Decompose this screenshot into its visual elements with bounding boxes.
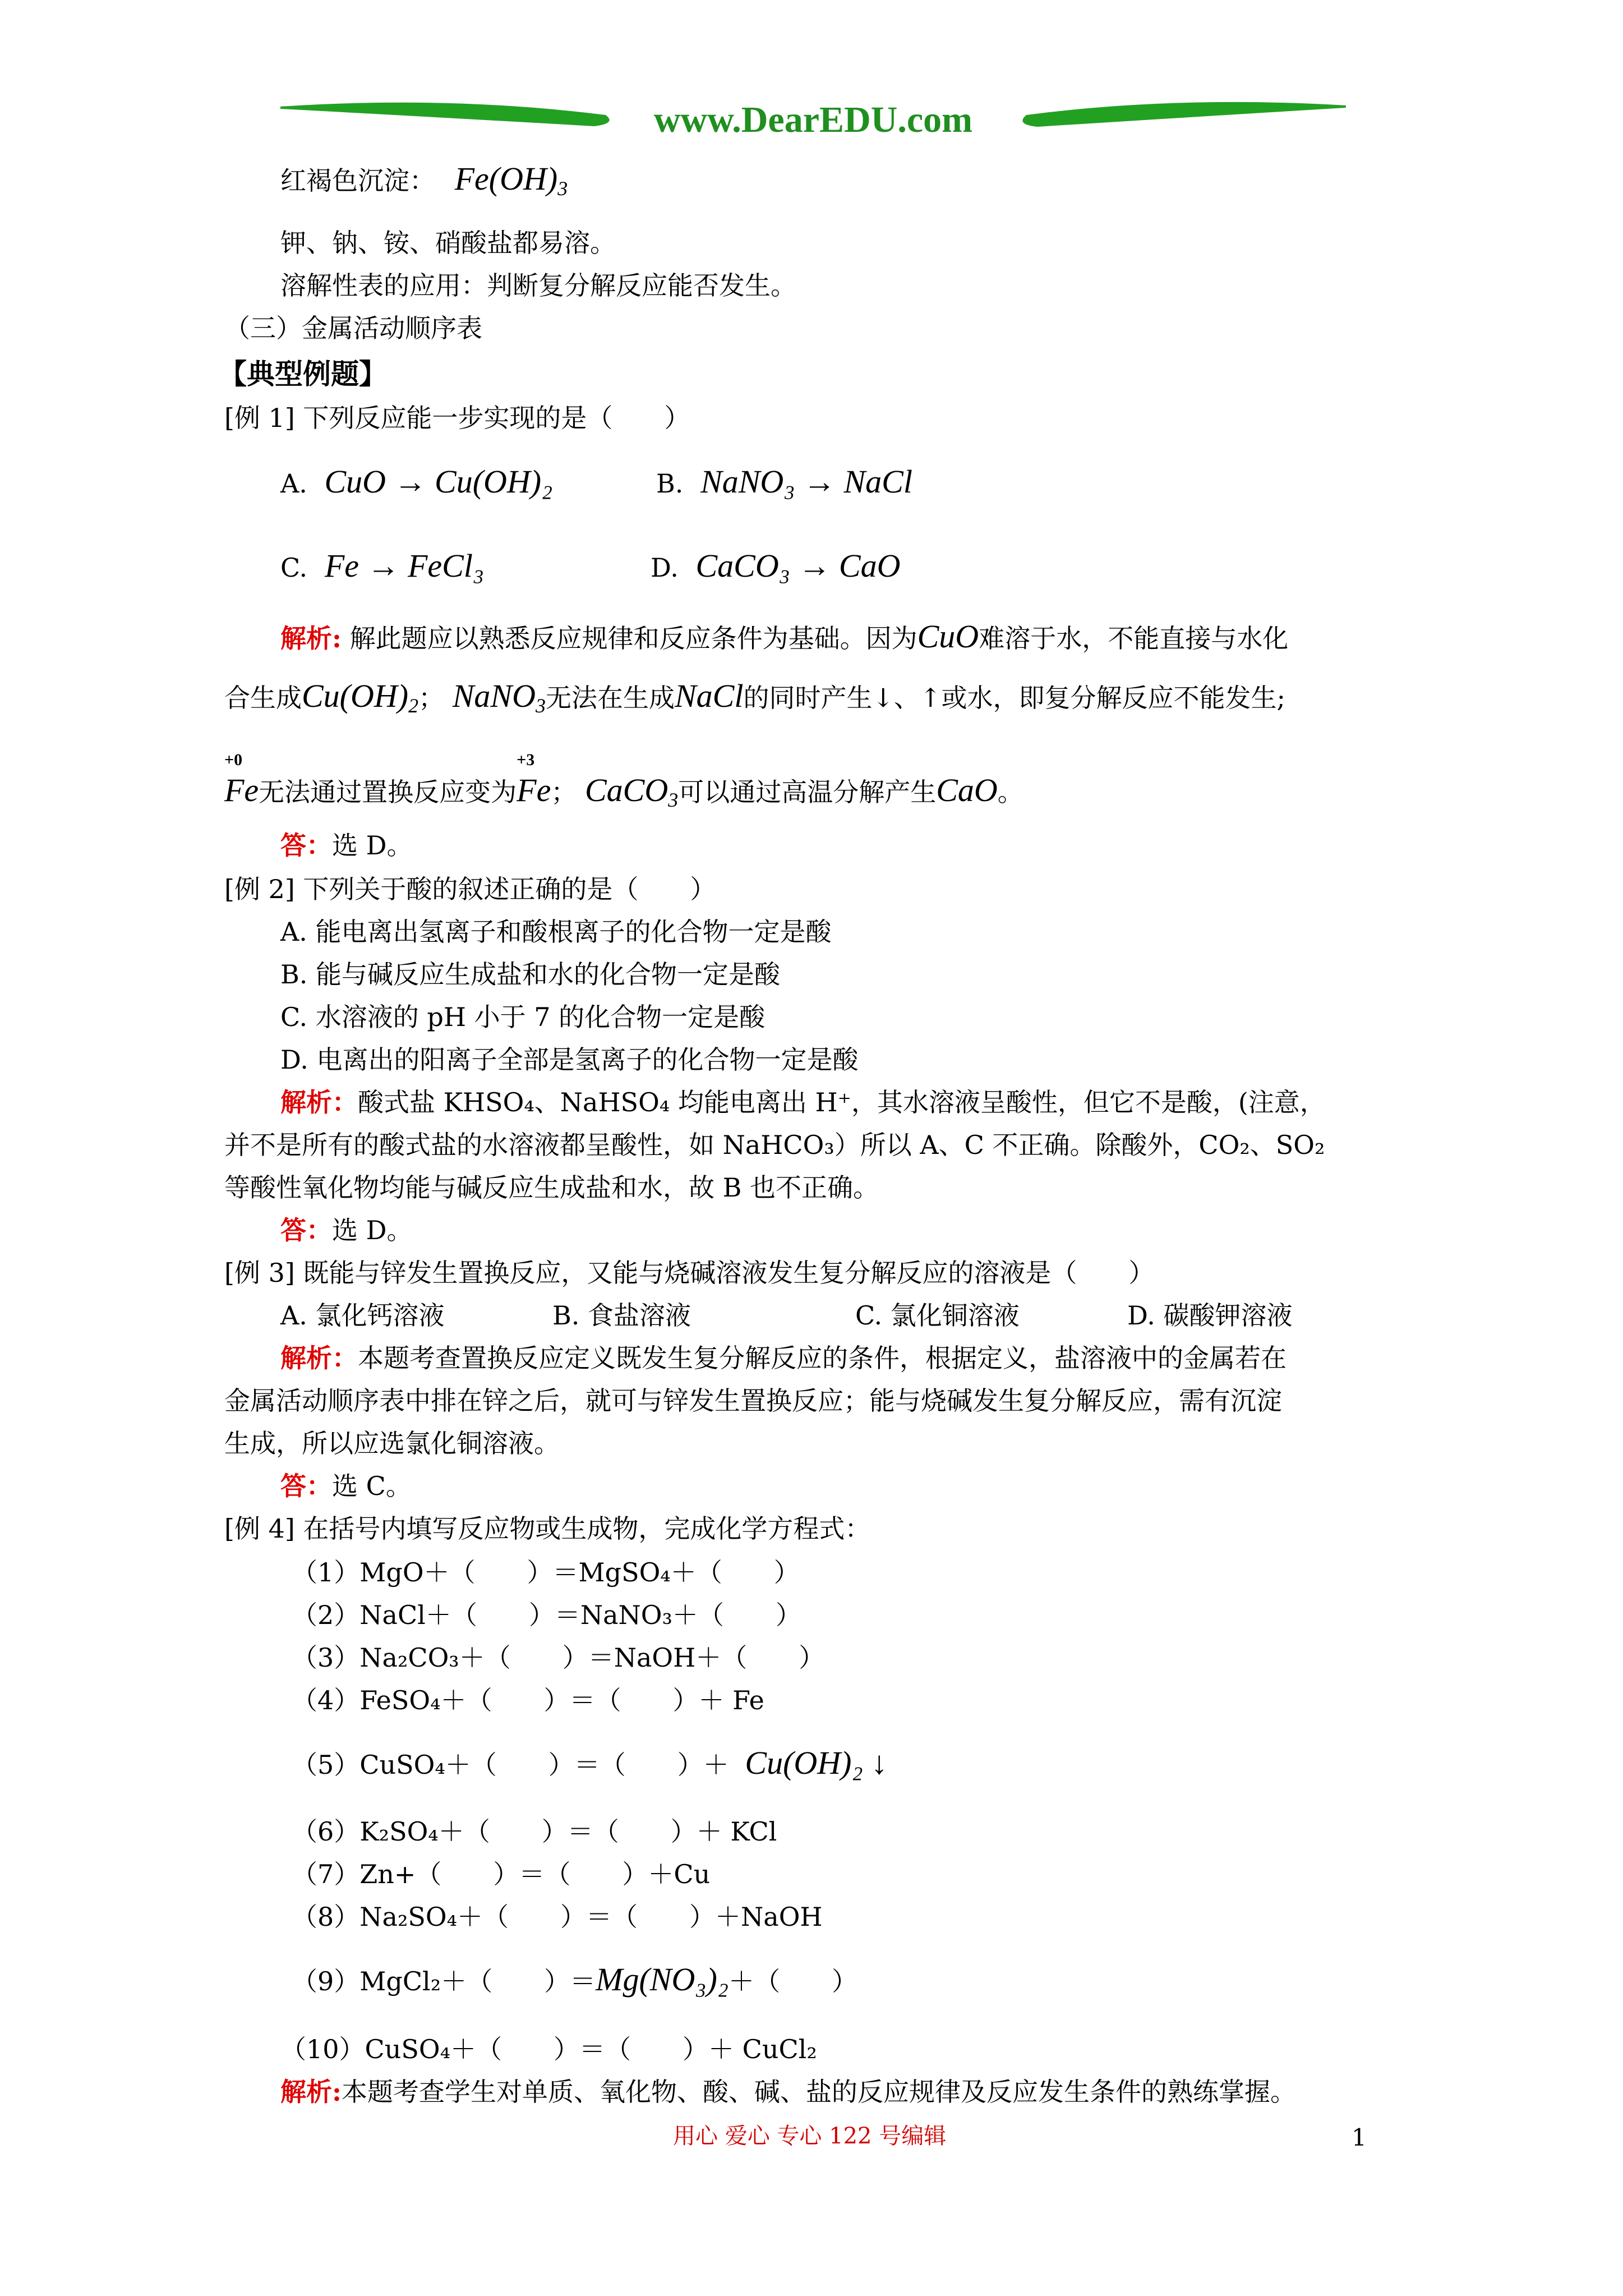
analysis-label: 解析: — [280, 623, 342, 654]
text: 难溶于水，不能直接与水化 — [979, 623, 1289, 654]
formula-cu-oh-2: $Cu(OH)_2$ — [302, 678, 419, 717]
ex3-answer — [280, 1473, 412, 1499]
answer-label: 答： — [280, 1471, 332, 1501]
text: 解此题应以熟悉反应规律和反应条件为基础。因为 — [349, 623, 917, 654]
text: 可以通过高温分解产生 — [678, 777, 937, 807]
formula-cuo: CuO — [917, 618, 979, 655]
text: 。 — [997, 777, 1023, 807]
option-label: B. — [656, 468, 684, 499]
formula-text: Fe(OH) — [454, 160, 558, 197]
formula-nano3: NaNO$_3$ — [452, 678, 546, 717]
text: 无法通过置换反应变为 — [259, 777, 517, 807]
text: 红褐色沉淀： — [280, 165, 435, 196]
ex2-question: [例 2] 下列关于酸的叙述正确的是（ ） — [224, 874, 716, 904]
formula-fe-3: +3 Fe — [517, 751, 551, 808]
line-red-precipitate — [280, 160, 568, 200]
ex2-option-d: D. 电离出的阳离子全部是氢离子的化合物一定是酸 — [280, 1045, 859, 1075]
text: （5）CuSO₄＋（ ）＝（ ）＋ — [292, 1750, 729, 1780]
text: 的同时产生↓、↑或水，即复分解反应不能发生; — [743, 683, 1286, 713]
formula-cao: CaO — [936, 772, 998, 808]
ex3-analysis-line1 — [280, 1345, 1287, 1371]
ex2-option-b: B. 能与碱反应生成盐和水的化合物一定是酸 — [280, 959, 781, 990]
header-logo — [280, 84, 1346, 151]
text: 合生成 — [224, 683, 302, 713]
ex4-item-2: （2）NaCl＋（ ）＝NaNO₃＋（ ） — [292, 1600, 801, 1630]
ex3-analysis-line2: 金属活动顺序表中排在锌之后，就可与锌发生置换反应；能与烧碱发生复分解反应，需有沉淀 — [224, 1386, 1282, 1416]
line-solubility-application: 溶解性表的应用：判断复分解反应能否发生。 — [280, 270, 796, 301]
analysis-label: 解析： — [280, 1087, 358, 1117]
formula-caco3: CaCO$_3$ — [584, 772, 679, 812]
ex1-option-d — [651, 547, 901, 584]
line-metal-activity: （三）金属活动顺序表 — [224, 313, 482, 343]
ex1-option-c — [280, 547, 485, 584]
text: 无法在生成 — [545, 683, 675, 713]
formula-fe-oh-3 — [454, 160, 568, 200]
ex4-analysis-line1 — [280, 2079, 1296, 2105]
ex1-question: [例 1] 下列反应能一步实现的是（ ） — [224, 403, 690, 433]
formula-cu-oh-2-precipitate: Cu(OH)₂ ↓ — [745, 1745, 888, 1781]
option-formula: CaCO₃ → CaO — [695, 547, 901, 584]
ex4-item-5 — [292, 1747, 887, 1779]
text: ＋（ ） — [728, 1966, 858, 1996]
text: ； — [418, 683, 445, 713]
answer-text: 选 D。 — [332, 1215, 413, 1245]
ex3-option-b: B. 食盐溶液 — [552, 1300, 691, 1331]
line-soluble-salts: 钾、钠、铵、硝酸盐都易溶。 — [280, 228, 616, 258]
oxidation-state: +0 — [224, 751, 243, 769]
ex2-analysis-line2: 并不是所有的酸式盐的水溶液都呈酸性，如 NaHCO₃）所以 A、C 不正确。除酸外，CO₂、SO₂ — [224, 1130, 1325, 1160]
text: 本题考查置换反应定义既发生复分解反应的条件，根据定义，盐溶液中的金属若在 — [358, 1343, 1287, 1373]
section-title: 【典型例题】 — [219, 357, 387, 390]
ex1-answer — [280, 830, 413, 861]
ex3-option-a: A. 氯化钙溶液 — [280, 1300, 445, 1331]
option-label: C. — [280, 553, 308, 583]
ex3-analysis-line3: 生成，所以应选氯化铜溶液。 — [224, 1428, 560, 1458]
ex1-analysis-line1 — [280, 620, 1288, 653]
page-number: 1 — [1352, 2124, 1367, 2151]
ex3-question: [例 3] 既能与锌发生置换反应，又能与烧碱溶液发生复分解反应的溶液是（ ） — [224, 1258, 1155, 1288]
analysis-label: 解析： — [280, 1343, 358, 1373]
text: 本题考查学生对单质、氧化物、酸、碱、盐的反应规律及反应发生条件的熟练掌握。 — [341, 2077, 1296, 2107]
ex1-option-a — [280, 463, 553, 500]
answer-label: 答： — [280, 1215, 332, 1245]
ex2-option-a: A. 能电离出氢离子和酸根离子的化合物一定是酸 — [280, 917, 832, 947]
footer-text: 用心 爱心 专心 122 号编辑 — [673, 2123, 947, 2149]
formula-nacl: NaCl — [674, 678, 744, 714]
option-formula: CuO → Cu(OH)₂ — [324, 463, 553, 500]
ex1-option-b — [656, 463, 912, 500]
ex4-item-1: （1）MgO＋（ ）＝MgSO₄＋（ ） — [292, 1557, 800, 1588]
logo-text: www.DearEDU.com — [653, 99, 973, 140]
text: （9）MgCl₂＋（ ）＝ — [292, 1966, 596, 1996]
ex4-question: [例 4] 在括号内填写反应物或生成物，完成化学方程式： — [224, 1513, 871, 1544]
formula-sub: 3 — [557, 177, 568, 200]
ex4-item-9 — [292, 1963, 857, 1996]
formula-mg-no3-2: Mg(NO₃)₂ — [596, 1961, 729, 1998]
oxidation-state: +3 — [517, 751, 535, 769]
ex1-analysis-line3 — [224, 751, 1023, 812]
ex2-option-c: C. 水溶液的 pH 小于 7 的化合物一定是酸 — [280, 1002, 766, 1032]
swoosh-logo-graphic — [280, 84, 1346, 151]
ex3-option-c: C. 氯化铜溶液 — [855, 1300, 1020, 1331]
option-label: A. — [280, 468, 307, 499]
analysis-label: 解析: — [280, 2077, 342, 2107]
option-formula: Fe → FeCl₃ — [324, 547, 485, 584]
option-label: D. — [651, 553, 679, 583]
ex4-item-7: （7）Zn+（ ）＝（ ）＋Cu — [292, 1859, 711, 1889]
ex2-answer — [280, 1217, 413, 1243]
ex4-item-10: （10）CuSO₄＋（ ）＝（ ）＋ CuCl₂ — [280, 2034, 817, 2064]
option-formula: NaNO₃ → NaCl — [700, 463, 912, 500]
ex4-item-6: （6）K₂SO₄＋（ ）＝（ ）＋ KCl — [292, 1816, 777, 1847]
ex2-analysis-line1 — [280, 1089, 1326, 1115]
answer-text: 选 D。 — [332, 830, 413, 861]
ex4-item-4: （4）FeSO₄＋（ ）＝（ ）＋ Fe — [292, 1685, 764, 1715]
ex1-analysis-line2 — [224, 678, 1286, 717]
ex2-analysis-line3: 等酸性氧化物均能与碱反应生成盐和水，故 B 也不正确。 — [224, 1172, 879, 1203]
text: 酸式盐 KHSO₄、NaHSO₄ 均能电离出 H⁺，其水溶液呈酸性，但它不是酸，(注意， — [358, 1087, 1326, 1117]
formula-fe-0: +0 Fe — [224, 751, 259, 808]
ex4-item-3: （3）Na₂CO₃＋（ ）＝NaOH＋（ ） — [292, 1642, 825, 1673]
ex4-item-8: （8）Na₂SO₄＋（ ）＝（ ）＋NaOH — [292, 1902, 823, 1932]
answer-label: 答： — [280, 830, 332, 861]
text: ； — [551, 777, 577, 807]
ex3-option-d: D. 碳酸钾溶液 — [1127, 1300, 1293, 1331]
answer-text: 选 C。 — [332, 1471, 412, 1501]
